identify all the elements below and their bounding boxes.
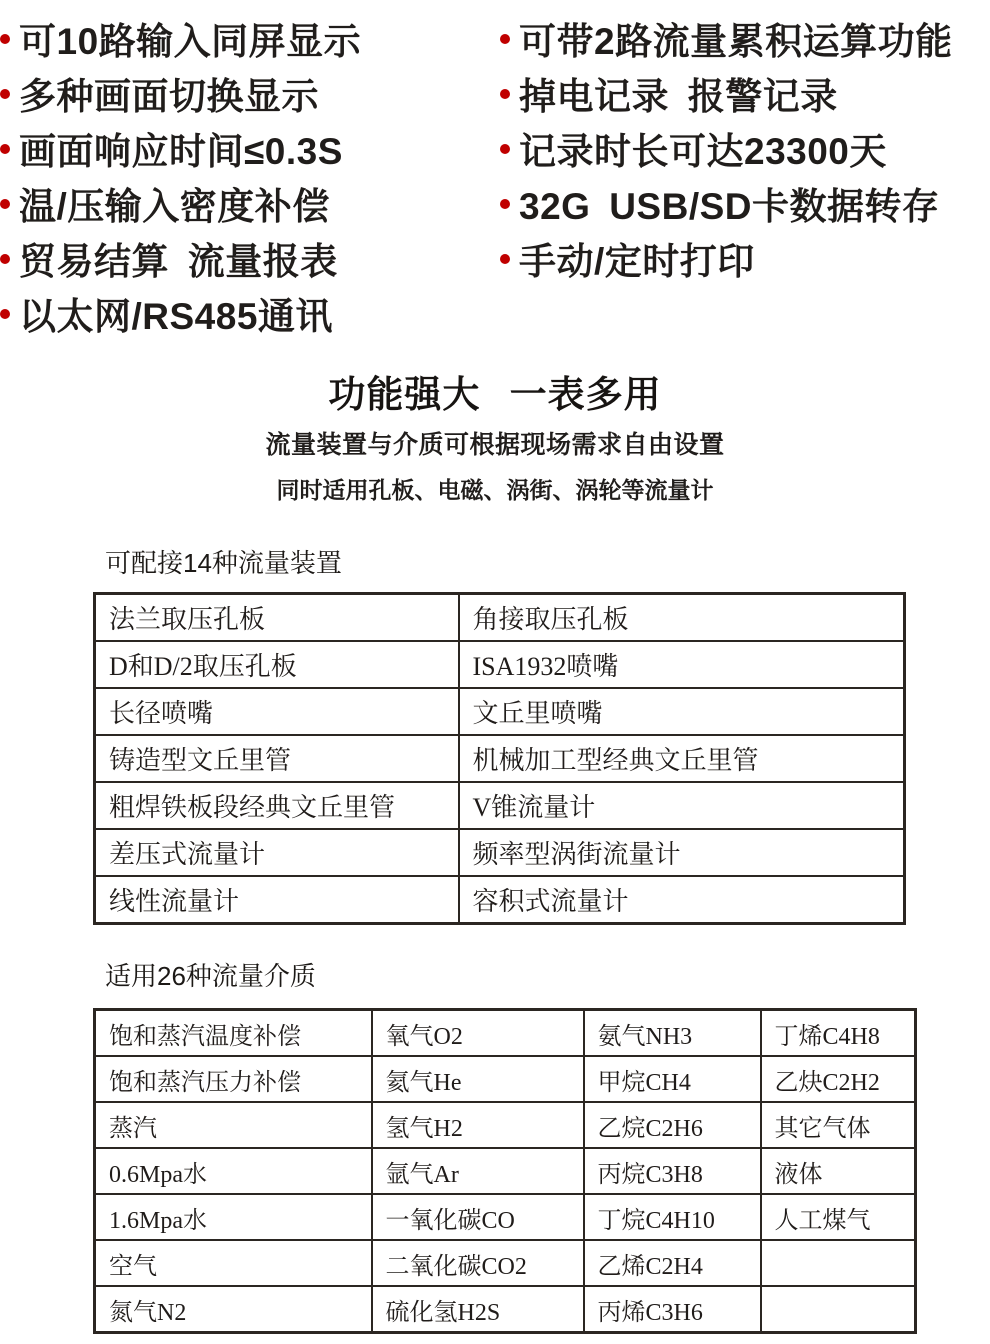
table-cell: 机械加工型经典文丘里管 [459,735,905,782]
intro-subtitle-1: 流量装置与介质可根据现场需求自由设置 [265,431,725,459]
feature-item [0,175,500,230]
bullet-icon [500,34,510,44]
table-row [95,1010,916,1057]
media-table-section [0,961,990,1334]
bullet-icon [500,199,510,209]
feature-list-section [0,0,990,340]
table-cell: 粗焊铁板段经典文丘里管 [95,782,459,829]
table-cell: 氢气H2 [372,1102,584,1148]
table-cell: 蒸汽 [95,1102,372,1148]
table-cell: 角接取压孔板 [459,594,905,642]
table-row [95,876,905,924]
table-cell: 法兰取压孔板 [95,594,459,642]
device-table-label: 可配接14种流量装置 [105,548,342,578]
table-cell: 乙炔C2H2 [761,1056,916,1102]
table-cell: 乙烯C2H4 [584,1240,761,1286]
table-cell: 丁烯C4H8 [761,1010,916,1057]
feature-text: 多种画面切换显示 [19,75,319,117]
feature-text: 画面响应时间≤0.3S [19,130,343,172]
feature-item [500,120,990,175]
table-row [95,594,905,642]
table-row [95,1194,916,1240]
feature-item [0,120,500,175]
table-cell: 氨气NH3 [584,1010,761,1057]
bullet-icon [0,309,10,319]
table-cell: 甲烷CH4 [584,1056,761,1102]
table-cell: 0.6Mpa水 [95,1148,372,1194]
feature-item [500,10,990,65]
feature-list-right [500,10,990,340]
feature-item [500,175,990,230]
table-cell: 二氧化碳CO2 [372,1240,584,1286]
media-table-body [95,1010,916,1333]
table-cell: 丁烷C4H10 [584,1194,761,1240]
bullet-icon [0,254,10,264]
feature-text: 可带2路流量累积运算功能 [519,20,953,62]
table-cell [761,1286,916,1333]
table-cell: 文丘里喷嘴 [459,688,905,735]
table-cell: 差压式流量计 [95,829,459,876]
table-cell: 长径喷嘴 [95,688,459,735]
table-row [95,1148,916,1194]
intro-section [0,374,990,504]
table-cell: 频率型涡街流量计 [459,829,905,876]
table-cell: 氮气N2 [95,1286,372,1333]
feature-item [500,230,990,285]
table-cell: 丙烷C3H8 [584,1148,761,1194]
feature-item [0,230,500,285]
table-cell: 丙烯C3H6 [584,1286,761,1333]
feature-list-left [0,10,500,340]
table-cell: 饱和蒸汽压力补偿 [95,1056,372,1102]
bullet-icon [0,34,10,44]
table-cell [761,1240,916,1286]
bullet-icon [500,254,510,264]
device-table [93,592,906,925]
table-cell: 氧气O2 [372,1010,584,1057]
feature-text: 以太网/RS485通讯 [19,295,333,337]
table-cell: 容积式流量计 [459,876,905,924]
feature-text: 记录时长可达23300天 [519,130,887,172]
bullet-icon [0,89,10,99]
feature-text: 32G USB/SD卡数据转存 [519,185,940,227]
device-table-section [0,548,990,925]
bullet-icon [500,144,510,154]
section-title: 功能强大 一表多用 [328,374,662,415]
feature-text: 温/压输入密度补偿 [19,185,330,227]
feature-text: 掉电记录 报警记录 [519,75,838,117]
media-table-label: 适用26种流量介质 [105,961,316,991]
table-row [95,735,905,782]
table-row [95,782,905,829]
feature-text: 贸易结算 流量报表 [19,240,338,282]
table-row [95,829,905,876]
feature-text: 可10路输入同屏显示 [19,20,362,62]
table-cell: 乙烷C2H6 [584,1102,761,1148]
table-row [95,641,905,688]
feature-item [0,10,500,65]
feature-item [0,65,500,120]
table-cell: 氦气He [372,1056,584,1102]
feature-item [0,285,500,340]
table-row [95,1286,916,1333]
table-row [95,688,905,735]
table-cell: 硫化氢H2S [372,1286,584,1333]
device-table-body [95,594,905,924]
table-cell: 1.6Mpa水 [95,1194,372,1240]
bullet-icon [0,144,10,154]
table-cell: V锥流量计 [459,782,905,829]
table-cell: 氩气Ar [372,1148,584,1194]
table-cell: 饱和蒸汽温度补偿 [95,1010,372,1057]
feature-item [500,65,990,120]
table-cell: 人工煤气 [761,1194,916,1240]
table-row [95,1056,916,1102]
media-table [93,1008,917,1334]
table-row [95,1102,916,1148]
table-cell: 线性流量计 [95,876,459,924]
feature-text: 手动/定时打印 [519,240,755,282]
bullet-icon [500,89,510,99]
table-row [95,1240,916,1286]
table-cell: 空气 [95,1240,372,1286]
table-cell: D和D/2取压孔板 [95,641,459,688]
table-cell: 液体 [761,1148,916,1194]
intro-subtitle-2: 同时适用孔板、电磁、涡街、涡轮等流量计 [276,477,714,503]
table-cell: 铸造型文丘里管 [95,735,459,782]
table-cell: 其它气体 [761,1102,916,1148]
bullet-icon [0,199,10,209]
table-cell: ISA1932喷嘴 [459,641,905,688]
table-cell: 一氧化碳CO [372,1194,584,1240]
